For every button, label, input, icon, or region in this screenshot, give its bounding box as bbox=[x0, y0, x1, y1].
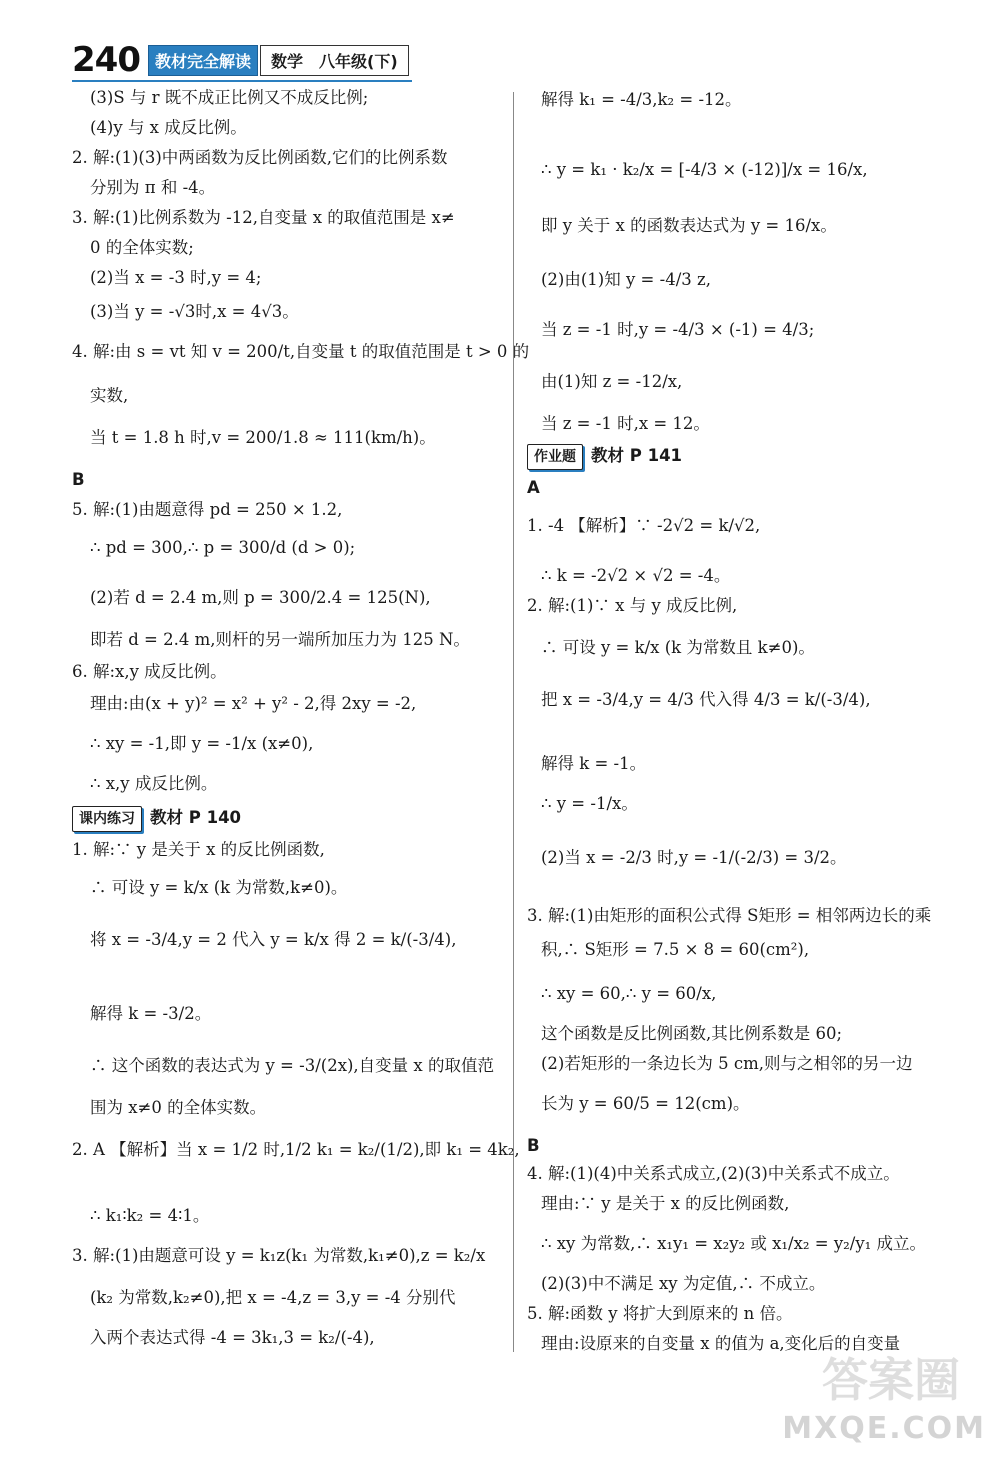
section-heading bbox=[527, 444, 682, 470]
page-header bbox=[72, 40, 409, 80]
text-line: 长为 y = 60/5 = 12(cm)。 bbox=[541, 1094, 750, 1113]
watermark-logo: 答案圈 bbox=[822, 1353, 960, 1407]
text-line: (3)S 与 r 既不成正比例又不成反比例; bbox=[90, 88, 369, 107]
section-letter: B bbox=[72, 470, 85, 489]
text-line: ∴ xy = -1,即 y = -1/x (x≠0), bbox=[90, 734, 314, 753]
text-line: 实数, bbox=[90, 386, 129, 405]
text-line: 解得 k₁ = -4/3,k₂ = -12。 bbox=[541, 90, 742, 109]
text-line: ∴ y = k₁ · k₂/x = [-4/3 × (-12)]/x = 16/x, bbox=[541, 160, 868, 179]
text-line: 解得 k = -3/2。 bbox=[90, 1004, 212, 1023]
section-heading bbox=[72, 806, 241, 832]
text-line: 将 x = -3/4,y = 2 代入 y = k/x 得 2 = k/(-3/4), bbox=[90, 930, 457, 949]
text-line: 2. A 【解析】当 x = 1/2 时,1/2 k₁ = k₂/(1/2),即 k₁ = 4k₂, bbox=[72, 1140, 520, 1159]
text-line: 5. 解:(1)由题意得 pd = 250 × 1.2, bbox=[72, 500, 343, 519]
text-line: 3. 解:(1)比例系数为 -12,自变量 x 的取值范围是 x≠ bbox=[72, 208, 455, 227]
text-line: 这个函数是反比例函数,其比例系数是 60; bbox=[541, 1024, 843, 1043]
text-line: 4. 解:由 s = vt 知 v = 200/t,自变量 t 的取值范围是 t > 0 的 bbox=[72, 342, 530, 361]
text-line: 即若 d = 2.4 m,则杆的另一端所加压力为 125 N。 bbox=[90, 630, 470, 649]
text-line: 2. 解:(1)(3)中两函数为反比例函数,它们的比例系数 bbox=[72, 148, 448, 167]
text-line: ∴ y = -1/x。 bbox=[541, 794, 638, 813]
text-line: ∴ xy 为常数,∴ x₁y₁ = x₂y₂ 或 x₁/x₂ = y₂/y₁ 成立。 bbox=[541, 1234, 927, 1253]
text-line: ∴ 可设 y = k/x (k 为常数,k≠0)。 bbox=[90, 878, 348, 897]
text-line: 1. 解:∵ y 是关于 x 的反比例函数, bbox=[72, 840, 325, 859]
subject-label: 数学 八年级(下) bbox=[260, 45, 409, 76]
text-line: 把 x = -3/4,y = 4/3 代入得 4/3 = k/(-3/4), bbox=[541, 690, 871, 709]
text-line: 积,∴ S矩形 = 7.5 × 8 = 60(cm²), bbox=[541, 940, 810, 959]
text-line: 分别为 π 和 -4。 bbox=[90, 178, 216, 197]
watermark-url: MXQE.COM bbox=[782, 1411, 986, 1446]
text-line: 理由:设原来的自变量 x 的值为 a,变化后的自变量 bbox=[541, 1334, 901, 1353]
text-line: 1. -4 【解析】∵ -2√2 = k/√2, bbox=[527, 516, 761, 535]
text-line: (4)y 与 x 成反比例。 bbox=[90, 118, 247, 137]
text-line: ∴ k₁∶k₂ = 4∶1。 bbox=[90, 1206, 210, 1225]
textbook-page-ref: 教材 P 140 bbox=[150, 808, 242, 827]
text-line: 3. 解:(1)由题意可设 y = k₁z(k₁ 为常数,k₁≠0),z = k₂/x bbox=[72, 1246, 486, 1265]
text-line: 0 的全体实数; bbox=[90, 238, 194, 257]
text-line: 当 t = 1.8 h 时,v = 200/1.8 ≈ 111(km/h)。 bbox=[90, 428, 436, 447]
text-line: ∴ pd = 300,∴ p = 300/d (d > 0); bbox=[90, 538, 356, 557]
text-line: 当 z = -1 时,y = -4/3 × (-1) = 4/3; bbox=[541, 320, 815, 339]
text-line: 理由:∵ y 是关于 x 的反比例函数, bbox=[541, 1194, 790, 1213]
text-line: ∴ 这个函数的表达式为 y = -3/(2x),自变量 x 的取值范 bbox=[90, 1056, 494, 1075]
section-letter: A bbox=[527, 478, 540, 497]
text-line: (2)当 x = -2/3 时,y = -1/(-2/3) = 3/2。 bbox=[541, 848, 847, 867]
text-line: (2)(3)中不满足 xy 为定值,∴ 不成立。 bbox=[541, 1274, 826, 1293]
text-line: (2)若 d = 2.4 m,则 p = 300/2.4 = 125(N), bbox=[90, 588, 431, 607]
text-line: (3)当 y = -√3时,x = 4√3。 bbox=[90, 302, 299, 321]
page-number: 240 bbox=[72, 40, 140, 80]
section-tag: 课内练习 bbox=[72, 806, 142, 832]
text-line: (2)当 x = -3 时,y = 4; bbox=[90, 268, 262, 287]
text-line: 由(1)知 z = -12/x, bbox=[541, 372, 683, 391]
text-line: (k₂ 为常数,k₂≠0),把 x = -4,z = 3,y = -4 分别代 bbox=[90, 1288, 456, 1307]
section-tag: 作业题 bbox=[527, 444, 583, 470]
text-line: ∴ x,y 成反比例。 bbox=[90, 774, 218, 793]
text-line: 4. 解:(1)(4)中关系式成立,(2)(3)中关系式不成立。 bbox=[527, 1164, 900, 1183]
text-line: ∴ k = -2√2 × √2 = -4。 bbox=[541, 566, 731, 585]
text-line: 入两个表达式得 -4 = 3k₁,3 = k₂/(-4), bbox=[90, 1328, 375, 1347]
text-line: (2)由(1)知 y = -4/3 z, bbox=[541, 270, 711, 289]
text-line: 3. 解:(1)由矩形的面积公式得 S矩形 = 相邻两边长的乘 bbox=[527, 906, 932, 925]
text-line: 当 z = -1 时,x = 12。 bbox=[541, 414, 710, 433]
textbook-page-ref: 教材 P 141 bbox=[591, 446, 683, 465]
text-line: 2. 解:(1)∵ x 与 y 成反比例, bbox=[527, 596, 738, 615]
text-line: 5. 解:函数 y 将扩大到原来的 n 倍。 bbox=[527, 1304, 793, 1323]
text-line: ∴ 可设 y = k/x (k 为常数且 k≠0)。 bbox=[541, 638, 815, 657]
section-letter: B bbox=[527, 1136, 540, 1155]
text-line: 即 y 关于 x 的函数表达式为 y = 16/x。 bbox=[541, 216, 837, 235]
book-title-badge: 教材完全解读 bbox=[148, 45, 258, 76]
column-divider bbox=[513, 92, 514, 1352]
text-line: (2)若矩形的一条边长为 5 cm,则与之相邻的另一边 bbox=[541, 1054, 913, 1073]
header-rule bbox=[72, 80, 412, 82]
text-line: ∴ xy = 60,∴ y = 60/x, bbox=[541, 984, 717, 1003]
text-line: 6. 解:x,y 成反比例。 bbox=[72, 662, 227, 681]
text-line: 理由:由(x + y)² = x² + y² - 2,得 2xy = -2, bbox=[90, 694, 417, 713]
text-line: 围为 x≠0 的全体实数。 bbox=[90, 1098, 267, 1117]
text-line: 解得 k = -1。 bbox=[541, 754, 647, 773]
